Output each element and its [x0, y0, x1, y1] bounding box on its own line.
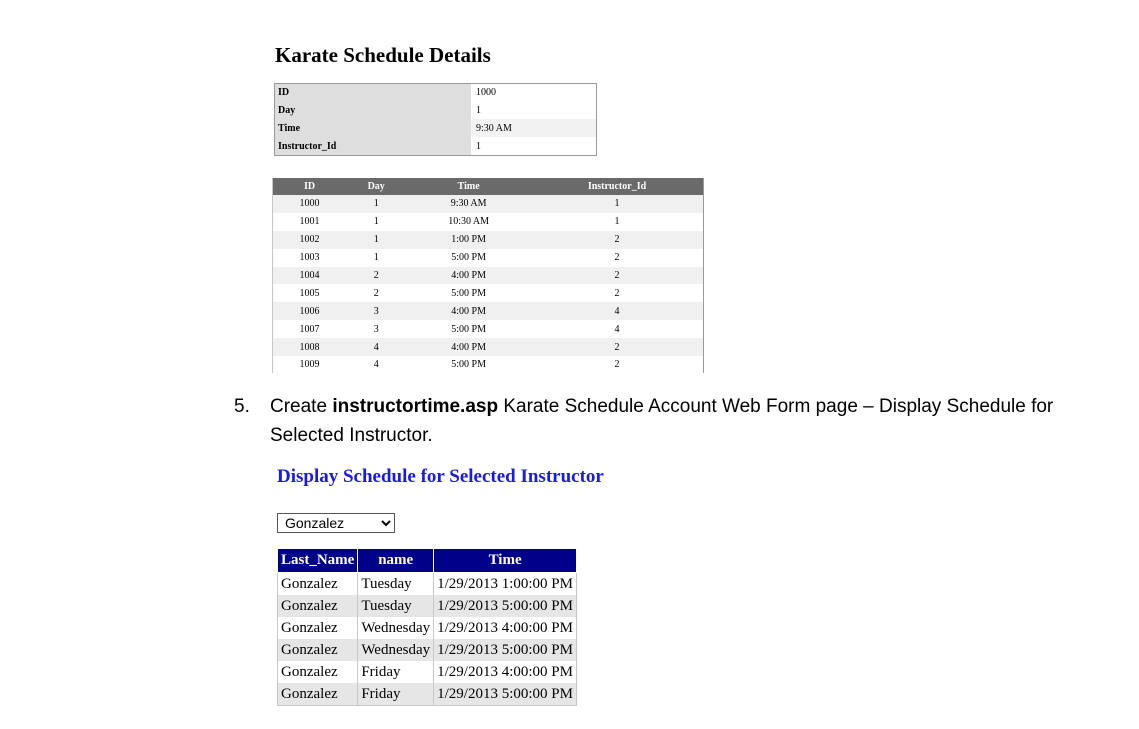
schedule-cell: Gonzalez	[278, 683, 358, 706]
grid-header-id: ID	[273, 178, 346, 195]
schedule-cell: Tuesday	[358, 595, 434, 617]
instructor-select[interactable]	[277, 513, 395, 533]
grid-header-instructor-id: Instructor_Id	[531, 178, 703, 195]
details-label: ID	[275, 84, 472, 102]
grid-cell: 2	[531, 284, 703, 302]
schedule-header-last-name: Last_Name	[278, 549, 358, 573]
grid-cell: 2	[531, 338, 703, 356]
schedule-cell: Gonzalez	[278, 595, 358, 617]
details-table	[274, 83, 597, 156]
grid-cell: 3	[346, 302, 406, 320]
grid-cell: 4	[531, 302, 703, 320]
instructor-schedule-title: Display Schedule for Selected Instructor	[277, 466, 604, 487]
details-row	[275, 102, 597, 120]
grid-cell: 4:00 PM	[406, 338, 531, 356]
grid-cell: 1	[346, 213, 406, 231]
grid-cell: 1000	[273, 195, 346, 213]
grid-cell: 5:00 PM	[406, 249, 531, 267]
grid-row	[273, 356, 703, 373]
details-title: Karate Schedule Details	[275, 43, 491, 67]
grid-cell: 1004	[273, 267, 346, 285]
grid-row	[273, 320, 703, 338]
grid-row	[273, 338, 703, 356]
grid-cell: 4:00 PM	[406, 267, 531, 285]
schedule-cell: 1/29/2013 5:00:00 PM	[434, 639, 577, 661]
grid-cell: 2	[531, 249, 703, 267]
grid-row	[273, 267, 703, 285]
grid-cell: 1003	[273, 249, 346, 267]
step-filename: instructortime.asp	[332, 396, 499, 417]
details-row	[275, 137, 597, 155]
schedule-cell: 1/29/2013 1:00:00 PM	[434, 573, 577, 596]
schedule-cell: 1/29/2013 4:00:00 PM	[434, 617, 577, 639]
grid-cell: 1002	[273, 231, 346, 249]
grid-cell: 3	[346, 320, 406, 338]
grid-cell: 1	[346, 249, 406, 267]
schedule-cell: Wednesday	[358, 617, 434, 639]
grid-cell: 2	[531, 231, 703, 249]
schedule-grid	[273, 178, 703, 373]
details-value: 1	[471, 102, 597, 120]
schedule-cell: Friday	[358, 683, 434, 706]
schedule-cell: Gonzalez	[278, 639, 358, 661]
details-row	[275, 119, 597, 137]
grid-cell: 5:00 PM	[406, 320, 531, 338]
grid-cell: 1	[346, 195, 406, 213]
details-value: 1	[471, 137, 597, 155]
grid-cell: 1	[531, 213, 703, 231]
details-label: Time	[275, 119, 472, 137]
details-value: 1000	[471, 84, 597, 102]
grid-row	[273, 195, 703, 213]
grid-cell: 1005	[273, 284, 346, 302]
schedule-cell: 1/29/2013 4:00:00 PM	[434, 661, 577, 683]
schedule-cell: Gonzalez	[278, 661, 358, 683]
grid-cell: 1006	[273, 302, 346, 320]
grid-cell: 4:00 PM	[406, 302, 531, 320]
grid-cell: 1	[346, 231, 406, 249]
grid-row	[273, 302, 703, 320]
step-suffix: Karate Schedule Account Web Form page – Display Schedule for Selected Instructor.	[270, 396, 1054, 446]
grid-cell: 4	[346, 356, 406, 373]
grid-cell: 4	[346, 338, 406, 356]
schedule-cell: Gonzalez	[278, 617, 358, 639]
schedule-header-row	[278, 549, 577, 573]
schedule-row	[278, 639, 577, 661]
details-row	[275, 84, 597, 102]
grid-cell: 2	[531, 267, 703, 285]
grid-cell: 9:30 AM	[406, 195, 531, 213]
step-number: 5.	[234, 396, 250, 417]
grid-cell: 2	[346, 267, 406, 285]
grid-header-row	[273, 178, 703, 195]
grid-row	[273, 249, 703, 267]
details-value: 9:30 AM	[471, 119, 597, 137]
grid-header-day: Day	[346, 178, 406, 195]
grid-cell: 1009	[273, 356, 346, 373]
details-label: Day	[275, 102, 472, 120]
grid-cell: 5:00 PM	[406, 284, 531, 302]
schedule-row	[278, 595, 577, 617]
grid-cell: 10:30 AM	[406, 213, 531, 231]
schedule-cell: 1/29/2013 5:00:00 PM	[434, 683, 577, 706]
schedule-header-time: Time	[434, 549, 577, 573]
details-label: Instructor_Id	[275, 137, 472, 155]
grid-cell: 1007	[273, 320, 346, 338]
instructor-schedule-table	[277, 548, 577, 706]
grid-row	[273, 213, 703, 231]
step-text	[270, 392, 1070, 450]
schedule-row	[278, 683, 577, 706]
grid-cell: 5:00 PM	[406, 356, 531, 373]
grid-cell: 1	[531, 195, 703, 213]
schedule-cell: Wednesday	[358, 639, 434, 661]
grid-cell: 2	[531, 356, 703, 373]
grid-cell: 2	[346, 284, 406, 302]
grid-cell: 1008	[273, 338, 346, 356]
grid-cell: 4	[531, 320, 703, 338]
grid-header-time: Time	[406, 178, 531, 195]
schedule-row	[278, 661, 577, 683]
schedule-cell: Friday	[358, 661, 434, 683]
step-prefix: Create	[270, 396, 333, 417]
schedule-row	[278, 573, 577, 596]
grid-row	[273, 231, 703, 249]
grid-cell: 1001	[273, 213, 346, 231]
schedule-cell: Gonzalez	[278, 573, 358, 596]
schedule-grid-container	[272, 178, 704, 373]
schedule-cell: 1/29/2013 5:00:00 PM	[434, 595, 577, 617]
schedule-header-name: name	[358, 549, 434, 573]
grid-row	[273, 284, 703, 302]
grid-cell: 1:00 PM	[406, 231, 531, 249]
schedule-cell: Tuesday	[358, 573, 434, 596]
schedule-row	[278, 617, 577, 639]
